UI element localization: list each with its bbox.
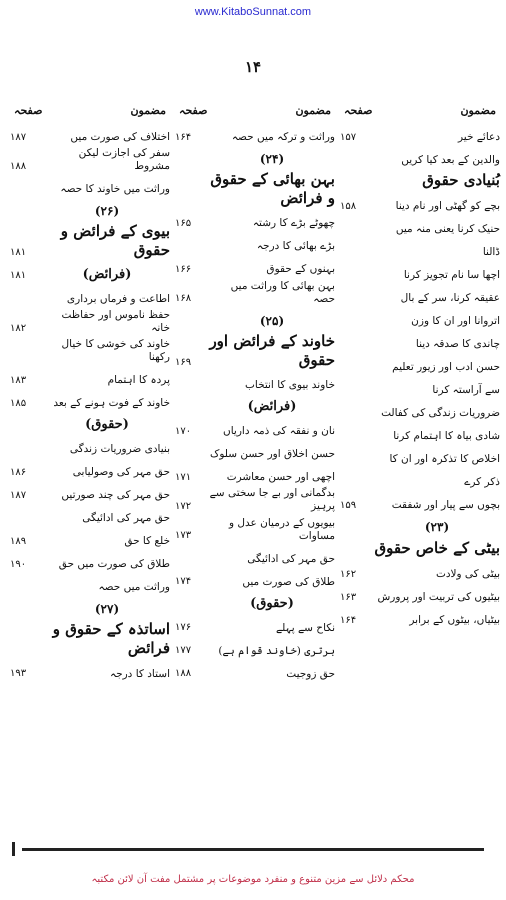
toc-entry (340, 538, 500, 558)
toc-entry-title: نکاح سے پہلے (275, 621, 335, 634)
site-url[interactable]: www.KitaboSunnat.com (194, 6, 312, 18)
toc-entry-page: ۱۷۲ (175, 501, 192, 512)
toc-entry-title: والدین کے بعد کیا کریں (401, 153, 500, 166)
toc-entry (340, 515, 500, 535)
toc-entry-page: ۱۹۳ (10, 668, 27, 680)
toc-entry (340, 308, 500, 328)
toc-entries (175, 124, 335, 681)
toc-entry (175, 124, 335, 144)
toc-entry (340, 262, 500, 282)
toc-entry-page: ۱۸۶ (10, 466, 27, 478)
toc-entry (340, 469, 500, 489)
toc-entry-title: (حقوق) (85, 417, 129, 432)
toc-entry-page: ۱۸۹ (10, 535, 27, 547)
toc-entry-title: حق مہر کی چند صورتیں (61, 489, 170, 502)
toc-entry-title: بچے کو گھٹی اور نام دینا (395, 199, 500, 212)
toc-entry-page: ۱۶۸ (175, 293, 192, 305)
toc-entry-page: ۱۹۰ (10, 558, 27, 570)
toc-entry-title: ضروریات زندگی کی کفالت (381, 406, 500, 419)
toc-entry-title: حفظ ناموس اور حفاظت خانہ (61, 308, 170, 334)
toc-entry (175, 487, 335, 513)
toc-entry-title: بیٹی کے خاص حقوق (374, 539, 500, 558)
toc-entry (340, 377, 500, 397)
toc-entry-page: ۱۶۲ (340, 568, 357, 580)
toc-entry-title: وراثت و ترکہ میں حصہ (231, 130, 335, 143)
toc-entry (10, 661, 170, 681)
toc-entry-title: اختلاف کی صورت میں (70, 130, 170, 143)
toc-entry (10, 459, 170, 479)
toc-entry-page: ۱۸۱ (10, 247, 27, 259)
toc-entry-title: بہنوں کے حقوق (266, 263, 335, 276)
page-header: صفحہ (344, 103, 373, 117)
toc-entry (340, 354, 500, 374)
toc-entry (340, 193, 500, 213)
toc-entry (340, 331, 500, 351)
toc-entry-page: ۱۵۹ (340, 499, 357, 511)
toc-entry (340, 239, 500, 259)
toc-entry-title: (۲۴) (259, 152, 285, 166)
toc-entry-title: اطاعت و فرماں برداری (66, 292, 170, 305)
toc-entry-title: ذکر کرے (464, 475, 500, 488)
toc-entry-page: ۱۷۳ (175, 530, 192, 542)
toc-entry (340, 124, 500, 144)
toc-entry-page: ۱۷۶ (175, 622, 192, 634)
toc-entry (175, 464, 335, 484)
toc-entry (340, 607, 500, 627)
toc-entry-title: برتری (خاوند قوام ہے) (218, 644, 335, 657)
toc-entry-title: بیویوں کے درمیان عدل و مساوات (229, 516, 335, 542)
toc-entry-title: خاوند کے فوت ہونے کے بعد (53, 397, 170, 410)
toc-entry-page: ۱۷۱ (175, 471, 192, 483)
toc-entry-title: (۲۳) (424, 520, 450, 534)
toc-entry-title: استاد کا درجہ (109, 667, 170, 680)
toc-entry (10, 551, 170, 571)
toc-entry-page: ۱۶۹ (175, 356, 192, 368)
page-header: صفحہ (14, 103, 43, 117)
toc-entry-title: خلع کا حق (124, 535, 170, 548)
page-header: صفحہ (179, 103, 208, 117)
toc-entry-title: اساتذہ کے حقوق و فرائض (52, 620, 170, 657)
toc-entries (10, 124, 170, 681)
bottom-rule (22, 848, 484, 851)
toc-entry-title: (فرائض) (82, 266, 132, 282)
toc-entry (10, 482, 170, 502)
toc-entry-page: ۱۸۲ (10, 322, 27, 334)
toc-entry (340, 170, 500, 190)
toc-entry (10, 309, 170, 335)
toc-entry-title: سفر کی اجازت لیکن مشروط (78, 147, 170, 173)
toc-entry (10, 597, 170, 617)
toc-entry (10, 222, 170, 260)
column-header (340, 96, 500, 124)
toc-entry (10, 505, 170, 525)
toc-entry-title: حق مہر کی ادائیگی (82, 512, 170, 525)
toc-entry-title: حسن ادب اور زیور تعلیم (392, 360, 500, 373)
toc-entry (10, 199, 170, 219)
toc-entry (10, 367, 170, 387)
toc-entry (340, 446, 500, 466)
toc-entry-title: حق مہر کی وصولیابی (72, 466, 170, 479)
toc-entry (340, 400, 500, 420)
toc-entry-page: ۱۸۳ (10, 374, 27, 386)
toc-entry-page: ۱۸۵ (10, 397, 27, 409)
toc-entry-title: بڑے بھائی کا درجہ (256, 240, 335, 253)
toc-entry-title: (حقوق) (250, 595, 294, 611)
toc-entry (10, 338, 170, 364)
toc-entry (175, 147, 335, 167)
toc-entry (10, 436, 170, 456)
toc-entry-title: بیٹی کی ولادت (435, 567, 500, 580)
toc-entry-title: (۲۷) (94, 602, 120, 617)
column-header (10, 96, 170, 124)
toc-entry-page: ۱۵۷ (340, 131, 357, 143)
toc-entry (175, 638, 335, 658)
page-number: ۱۴ (244, 58, 262, 76)
toc-entry-page: ۱۶۴ (175, 131, 192, 143)
toc-entry (10, 528, 170, 548)
toc-entry (10, 147, 170, 173)
toc-entry-title: بہن بھائی کے حقوق و فرائض (210, 170, 335, 207)
toc-entry-title: دعائے خیر (457, 130, 500, 143)
toc-entry (175, 234, 335, 254)
toc-entry-page: ۱۷۰ (175, 425, 192, 437)
toc-entry (175, 661, 335, 681)
toc-entry-page: ۱۸۸ (10, 160, 27, 172)
toc-entry-title: بُنیادی حقوق (422, 171, 500, 190)
topic-header: مضمون (130, 103, 166, 117)
toc-entries (340, 124, 500, 627)
toc-entry (340, 216, 500, 236)
toc-entry-title: خاوند بیوی کا انتخاب (244, 379, 335, 392)
toc-entry (175, 309, 335, 329)
toc-entry-title: طلاق کی صورت میں (242, 575, 335, 588)
toc-entry (340, 561, 500, 581)
toc-entry (175, 170, 335, 208)
toc-entry (10, 574, 170, 594)
toc-entry (175, 280, 335, 306)
toc-entry-page: ۱۶۴ (340, 614, 357, 626)
toc-entry-title: (۲۶) (94, 204, 120, 219)
toc-entry-page: ۱۷۴ (175, 576, 192, 588)
toc-entry (175, 517, 335, 543)
toc-entry-title: حق مہر کی ادائیگی (247, 552, 335, 565)
toc-entry-title: وراثت میں خاوند کا حصہ (60, 183, 170, 196)
toc-entry (340, 584, 500, 604)
toc-entry-title: حنیک کرنا یعنی منہ میں (395, 222, 500, 235)
toc-entry (175, 418, 335, 438)
toc-entry-title: اچھی اور حسن معاشرت (226, 471, 335, 484)
toc-entry (175, 546, 335, 566)
column-header (175, 96, 335, 124)
toc-entry (175, 395, 335, 415)
toc-entry-title: اتروانا اور ان کا وزن (411, 314, 500, 327)
toc-entry (10, 263, 170, 283)
toc-entry-page: ۱۸۸ (175, 668, 192, 680)
toc-entry-page: ۱۷۷ (175, 645, 192, 657)
toc-entry (175, 615, 335, 635)
toc-entry-title: خاوند کی خوشی کا خیال رکھنا (61, 338, 170, 364)
toc-entry-page: ۱۵۸ (340, 200, 357, 212)
toc-entry (10, 176, 170, 196)
toc-entry-title: شادی بیاہ کا اہتمام کرنا (393, 429, 500, 442)
toc-entry-title: حق زوجیت (286, 667, 335, 680)
topic-header: مضمون (460, 103, 496, 117)
toc-entry (175, 257, 335, 277)
toc-entry-title: نان و نفقہ کی ذمہ داریاں (223, 425, 335, 438)
toc-entry-title: بیوی کے فرائض و حقوق (60, 222, 170, 259)
toc-entry (340, 285, 500, 305)
toc-entry-title: (فرائض) (247, 399, 297, 414)
toc-entry-page: ۱۶۵ (175, 218, 192, 229)
toc-entry (340, 147, 500, 167)
toc-column-1 (340, 96, 500, 836)
toc-entry-title: حسن اخلاق اور حسن سلوک (209, 448, 335, 461)
toc-entry-title: بدگمانی اور بے جا سختی سے پرہیز (209, 487, 335, 513)
toc-entry (10, 286, 170, 306)
toc-entry-title: سے آراستہ کرنا (432, 383, 500, 396)
toc-entry-title: بیٹیوں کی تربیت اور پرورش (377, 590, 500, 603)
toc-entry (175, 441, 335, 461)
toc-entry-title: اخلاص کا تذکرہ اور ان کا (389, 452, 500, 465)
toc-entry (10, 620, 170, 658)
topic-header: مضمون (295, 103, 331, 117)
toc-entry-title: بچوں سے پیار اور شفقت (391, 498, 500, 511)
toc-entry (175, 332, 335, 370)
toc-entry-title: طلاق کی صورت میں حق (58, 558, 170, 571)
toc-entry (175, 569, 335, 589)
toc-entry (10, 413, 170, 433)
toc-entry (175, 592, 335, 612)
toc-entry (10, 390, 170, 410)
toc-column-3 (10, 96, 170, 836)
toc-entry-title: خاوند کے فرائض اور حقوق (209, 331, 335, 369)
toc-entry-page: ۱۶۶ (175, 264, 192, 275)
toc-entry-title: بیٹیاں، بیٹوں کے برابر (409, 613, 500, 626)
footer-tagline: محکم دلائل سے مزین متنوع و منفرد موضوعات پر مشتمل مفت آن لائن مکتبہ (91, 874, 415, 885)
toc-entry-title: عقیقہ کرنا، سر کے بال (400, 291, 500, 304)
toc-column-2 (175, 96, 335, 836)
toc-entry-title: ڈالنا (482, 245, 500, 258)
toc-entry-page: ۱۶۳ (340, 591, 357, 603)
toc-entry-page: ۱۸۷ (10, 131, 27, 143)
toc-entry-title: (۲۵) (259, 313, 285, 328)
toc-entry-title: وراثت میں حصہ (98, 581, 170, 594)
toc-entry-title: پردہ کا اہتمام (107, 374, 170, 387)
toc-entry-title: چھوٹے بڑے کا رشتہ (252, 217, 335, 230)
toc-entry (175, 211, 335, 231)
toc-entry-title: اچھا سا نام تجویز کرنا (403, 268, 500, 281)
toc-entry (340, 423, 500, 443)
toc-entry (10, 124, 170, 144)
toc-entry-page: ۱۸۱ (10, 270, 27, 282)
toc-entry-page: ۱۸۷ (10, 489, 27, 501)
toc-entry (340, 492, 500, 512)
toc-entry (175, 372, 335, 392)
toc-entry-title: بہن بھائی کا وراثت میں حصہ (230, 279, 335, 305)
toc-entry-title: چاندی کا صدقہ دینا (415, 337, 500, 350)
toc-entry-title: بنیادی ضروریات زندگی (69, 443, 170, 456)
